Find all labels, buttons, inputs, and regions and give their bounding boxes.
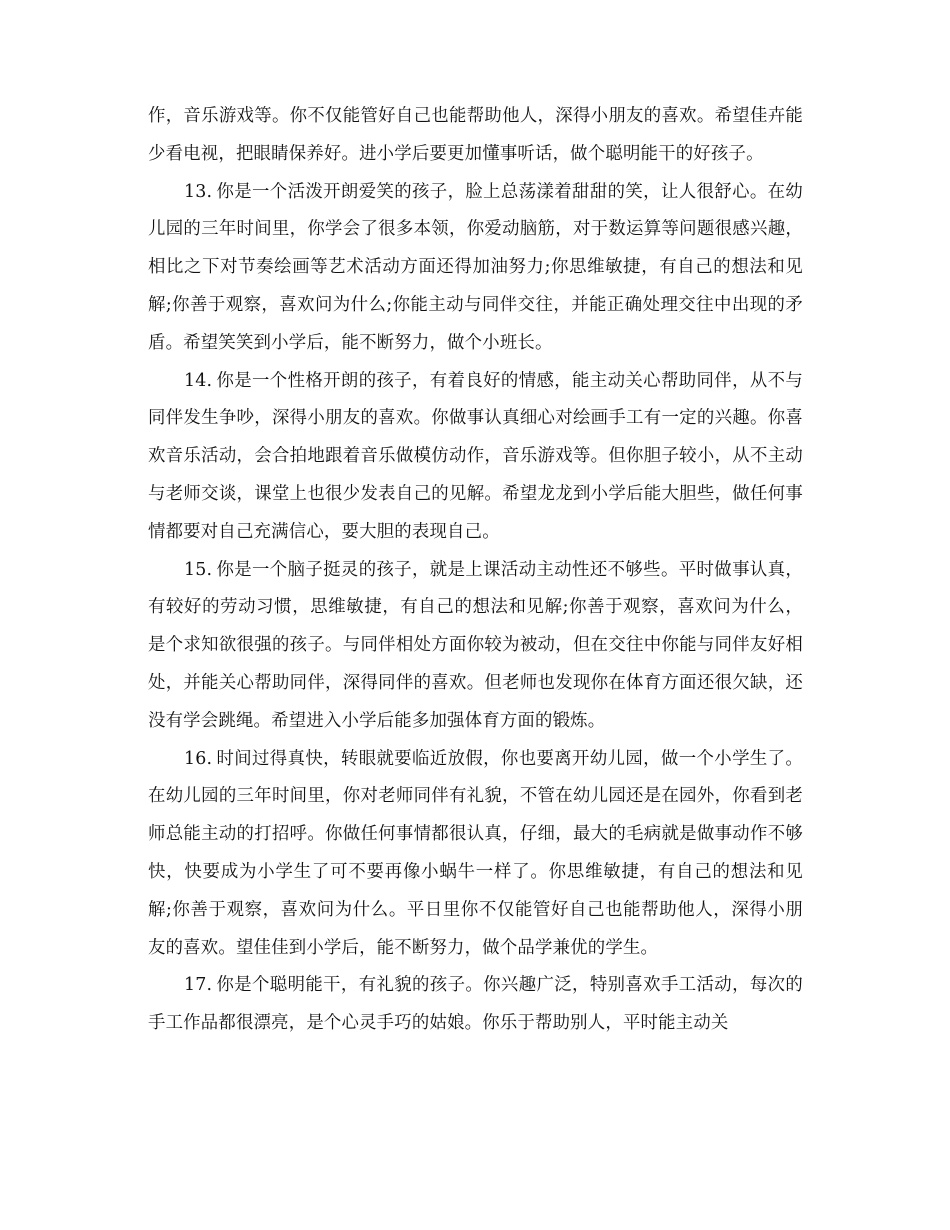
paragraph-13 [148, 174, 803, 363]
paragraph-14 [148, 363, 803, 552]
paragraph-text: 作，音乐游戏等。你不仅能管好自己也能帮助他人，深得小朋友的喜欢。希望佳卉能少看电视，把眼睛保养好。进小学后要更加懂事听话，做个聪明能干的好孩子。 [148, 106, 803, 164]
paragraph-number: 16. [184, 748, 213, 769]
paragraph-number: 13. [184, 181, 213, 202]
paragraph-text: 你是个聪明能干，有礼貌的孩子。你兴趣广泛，特别喜欢手工活动，每次的手工作品都很漂亮，是个心灵手巧的姑娘。你乐于帮助别人，平时能主动关 [148, 975, 803, 1034]
paragraph-15 [148, 552, 803, 741]
paragraph-16 [148, 741, 803, 968]
paragraph-number: 15. [184, 559, 213, 580]
document-page [148, 98, 803, 1043]
paragraph-continuation [148, 98, 803, 174]
paragraph-text: 你是一个性格开朗的孩子，有着良好的情感，能主动关心帮助同伴，从不与同伴发生争吵，深得小朋友的喜欢。你做事认真细心对绘画手工有一定的兴趣。你喜欢音乐活动，会合拍地跟着音乐做模仿动作，音乐游戏等。但你胆子较小，从不主动与老师交谈，课堂上也很少发表自己的见解。希望龙龙到小学后能大胆些，做任何事情都要对自己充满信心，要大胆的表现自己。 [148, 370, 803, 542]
paragraph-text: 你是一个活泼开朗爱笑的孩子，脸上总荡漾着甜甜的笑，让人很舒心。在幼儿园的三年时间里，你学会了很多本领，你爱动脑筋，对于数运算等问题很感兴趣，相比之下对节奏绘画等艺术活动方面还得加油努力;你思维敏捷，有自己的想法和见解;你善于观察，喜欢问为什么;你能主动与同伴交往，并能正确处理交往中出现的矛盾。希望笑笑到小学后，能不断努力，做个小班长。 [148, 181, 803, 353]
paragraph-text: 时间过得真快，转眼就要临近放假，你也要离开幼儿园，做一个小学生了。在幼儿园的三年时间里，你对老师同伴有礼貌，不管在幼儿园还是在园外，你看到老师总能主动的打招呼。你做任何事情都很认真，仔细，最大的毛病就是做事动作不够快，快要成为小学生了可不要再像小蜗牛一样了。你思维敏捷，有自己的想法和见解;你善于观察，喜欢问为什么。平日里你不仅能管好自己也能帮助他人，深得小朋友的喜欢。望佳佳到小学后，能不断努力，做个品学兼优的学生。 [148, 748, 803, 958]
paragraph-text: 你是一个脑子挺灵的孩子，就是上课活动主动性还不够些。平时做事认真，有较好的劳动习惯，思维敏捷，有自己的想法和见解;你善于观察，喜欢问为什么，是个求知欲很强的孩子。与同伴相处方面你较为被动，但在交往中你能与同伴友好相处，并能关心帮助同伴，深得同伴的喜欢。但老师也发现你在体育方面还很欠缺，还没有学会跳绳。希望进入小学后能多加强体育方面的锻炼。 [148, 559, 803, 731]
paragraph-number: 14. [184, 370, 213, 391]
paragraph-number: 17. [184, 975, 213, 996]
paragraph-17 [148, 967, 803, 1043]
